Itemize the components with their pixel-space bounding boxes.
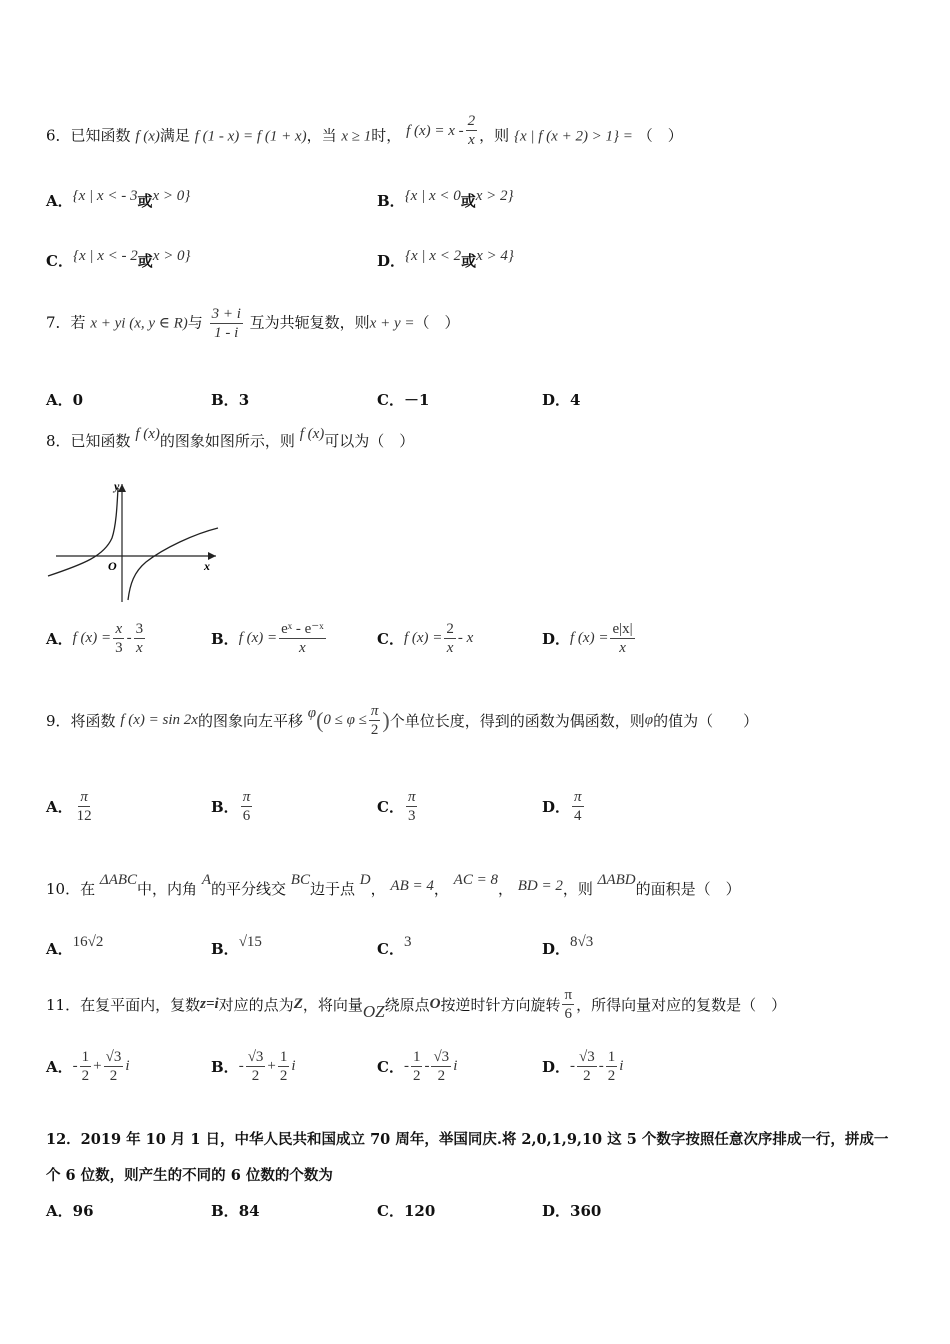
q10-option-a[interactable]: A．16√2	[46, 934, 104, 958]
q10-option-d[interactable]: D．8√3	[542, 934, 594, 958]
q11-option-b[interactable]: B．- $\frac{√3}{2}$ + $\frac{1}{2}$ i	[211, 1049, 296, 1084]
graph-origin-label: O	[108, 559, 117, 573]
q10-option-c[interactable]: C．3	[377, 934, 412, 958]
q11-option-a[interactable]: A．- $\frac{1}{2}$ + $\frac{√3}{2}$ i	[46, 1049, 130, 1084]
q11-option-c[interactable]: C．- $\frac{1}{2}$ - $\frac{√3}{2}$ i	[377, 1049, 458, 1084]
q6-stem: 6．已知函数 f (x)满足 f (1 - x) = f (1 + x)，当 x ≥ 1时， f (x) = x - $\frac{2}{x}$ ，则 {x | f (x + 2) > 1} = （ ）	[46, 113, 683, 148]
q10-stem: 10．在 ΔABC中，内角 A的平分线交 BC边于点 D， AB = 4， AC = 8， BD = 2，则 ΔABD的面积是（ ）	[46, 872, 741, 898]
q8-option-d[interactable]: D．f (x) = $\frac{e|x|}{x}$	[542, 621, 633, 656]
q7-option-d[interactable]: D．4	[542, 391, 581, 409]
q6-option-c[interactable]: C．{x | x < - 2或x > 0}	[46, 248, 191, 270]
q12-option-c[interactable]: C．120	[377, 1202, 436, 1220]
q9-option-d[interactable]: D． $\frac{\pi}{4}$	[542, 789, 582, 824]
q8-option-b[interactable]: B．f (x) = $\frac{\text{eˣ - e⁻ˣ}}{x}$	[211, 621, 324, 656]
q6-option-b[interactable]: B．{x | x < 0或x > 2}	[377, 188, 514, 210]
q12-stem-line2: 个 6 位数，则产生的不同的 6 位数的个数为	[46, 1167, 333, 1184]
q11-option-d[interactable]: D．- $\frac{√3}{2}$ - $\frac{1}{2}$ i	[542, 1049, 624, 1084]
q10-option-b[interactable]: B．√15	[211, 934, 262, 958]
graph-x-label: x	[204, 559, 210, 573]
q9-stem: 9．将函数 f (x) = sin 2x的图象向左平移 φ(0 ≤ φ ≤ $\frac{\pi}{2}$ )个单位长度，得到的函数为偶函数，则φ的值为（ ）	[46, 703, 759, 738]
q9-option-c[interactable]: C． $\frac{\pi}{3}$	[377, 789, 416, 824]
q12-option-b[interactable]: B．84	[211, 1202, 260, 1220]
q7-option-b[interactable]: B．3	[211, 391, 250, 409]
q8-option-a[interactable]: A．f (x) = $\frac{x}{3}$ - $\frac{3}{x}$	[46, 621, 144, 656]
q6-option-a[interactable]: A．{x | x < - 3或x > 0}	[46, 188, 191, 210]
q8-stem: 8．已知函数 f (x)的图象如图所示，则 f (x)可以为（ ）	[46, 426, 415, 450]
q12-stem-line1: 12．2019 年 10 月 1 日，中华人民共和国成立 70 周年，举国同庆.将 2,0,1,9,10 这 5 个数字按照任意次序排成一行，拼成一	[46, 1131, 889, 1148]
q11-stem: 11．在复平面内，复数z=i对应的点为Z，将向量OZ绕原点O按逆时针方向旋转 $\frac{\pi}{6}$ ，所得向量对应的复数是（ ）	[46, 987, 787, 1022]
q6-option-d[interactable]: D．{x | x < 2或x > 4}	[377, 248, 514, 270]
q8-function-graph	[44, 478, 224, 606]
q9-option-a[interactable]: A． $\frac{\pi}{12}$	[46, 789, 92, 824]
q9-option-b[interactable]: B． $\frac{\pi}{6}$	[211, 789, 251, 824]
q7-stem: 7．若 x + yi (x, y ∈ R)与 $\frac{3 + i}{1 - i}$ 互为共轭复数，则x + y =（ ）	[46, 306, 460, 341]
graph-y-label: y	[114, 479, 120, 493]
q7-option-a[interactable]: A．0	[46, 391, 84, 409]
q8-option-c[interactable]: C．f (x) = $\frac{2}{x}$ - x	[377, 621, 474, 656]
q12-option-a[interactable]: A．96	[46, 1202, 94, 1220]
q7-option-c[interactable]: C．－1	[377, 391, 430, 409]
q12-option-d[interactable]: D．360	[542, 1202, 602, 1220]
